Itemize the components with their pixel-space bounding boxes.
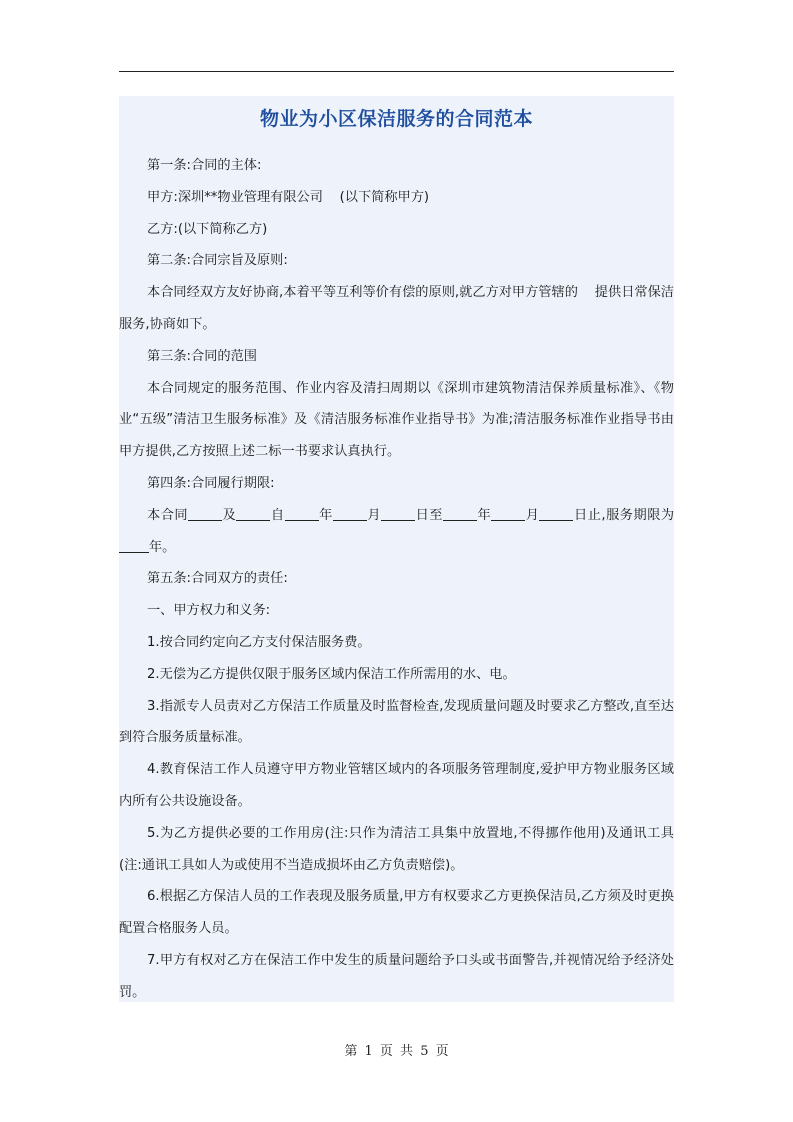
term-text: 月 [366, 507, 382, 523]
party-b: 乙方:(以下简称乙方) [147, 221, 268, 237]
term-text: 月 [525, 507, 540, 523]
term-text: 日止,服务期限为 [573, 507, 675, 523]
term-text: 及 [222, 507, 237, 523]
term-text: 日至 [415, 507, 443, 523]
clause-2-body: 本合同经双方友好协商,本着平等互利等价有偿的原则,就乙方对甲方管辖的 提供日常保洁服务,协商如下。 [119, 285, 674, 332]
item-6: 6.根据乙方保洁人员的工作表现及服务质量,甲方有权要求乙方更换保洁员,乙方须及时更换配置合格服务人员。 [119, 889, 674, 937]
clause-2-heading: 第二条:合同宗旨及原则: [147, 253, 288, 269]
clause-3-body: 本合同规定的服务范围、作业内容及清扫周期以《深圳市建筑物清洁保养质量标准》、《物业“五级”清洁卫生服务标准》及《清洁服务标准作业指导书》为准;清洁服务标准作业指导书由甲方提供,乙方按照上述二标一书要求认真执行。 [119, 380, 674, 460]
term-text: 年 [477, 507, 492, 523]
header-rule [119, 71, 674, 72]
blank-field [188, 505, 222, 521]
item-4: 4.教育保洁工作人员遵守甲方物业管辖区域内的各项服务管理制度,爱护甲方物业服务区域内所有公共设施设备。 [119, 762, 674, 809]
document-body [119, 96, 674, 1002]
clause-4-heading: 第四条:合同履行期限: [147, 475, 275, 491]
blank-field [333, 505, 367, 521]
blank-field [491, 505, 525, 521]
item-1: 1.按合同约定向乙方支付保洁服务费。 [147, 634, 371, 650]
term-text: 自 [270, 507, 285, 523]
party-a-rights-heading: 一、甲方权力和义务: [147, 603, 271, 619]
party-a: 甲方:深圳**物业管理有限公司 (以下简称甲方) [147, 189, 430, 205]
term-text: 年 [318, 507, 333, 523]
blank-field [236, 505, 270, 521]
document-title: 物业为小区保洁服务的合同范本 [259, 108, 533, 130]
item-7: 7.甲方有权对乙方在保洁工作中发生的质量问题给予口头或书面警告,并视情况给予经济处罚。 [119, 952, 674, 1000]
item-2: 2.无偿为乙方提供仅限于服务区域内保洁工作所需用的水、电。 [147, 666, 516, 682]
term-text: 本合同 [147, 507, 189, 523]
blank-field [539, 505, 573, 521]
term-text: 年。 [149, 539, 176, 555]
clause-3-heading: 第三条:合同的范围 [147, 348, 257, 364]
blank-field [119, 537, 149, 553]
item-3: 3.指派专人员责对乙方保洁工作质量及时监督检查,发现质量问题及时要求乙方整改,直至达到符合服务质量标准。 [119, 698, 674, 746]
term-line [119, 500, 674, 564]
blank-field [381, 505, 415, 521]
page-footer: 第 1 页 共 5 页 [344, 1044, 449, 1059]
clause-1-heading: 第一条:合同的主体: [147, 158, 262, 173]
clause-5-heading: 第五条:合同双方的责任: [147, 571, 288, 587]
paragraph-list [119, 150, 674, 1009]
item-5: 5.为乙方提供必要的工作用房(注:只作为清洁工具集中放置地,不得挪作他用)及通讯工具(注:通讯工具如人为或使用不当造成损坏由乙方负责赔偿)。 [119, 825, 674, 873]
blank-field [285, 505, 319, 521]
blank-field [443, 505, 477, 521]
